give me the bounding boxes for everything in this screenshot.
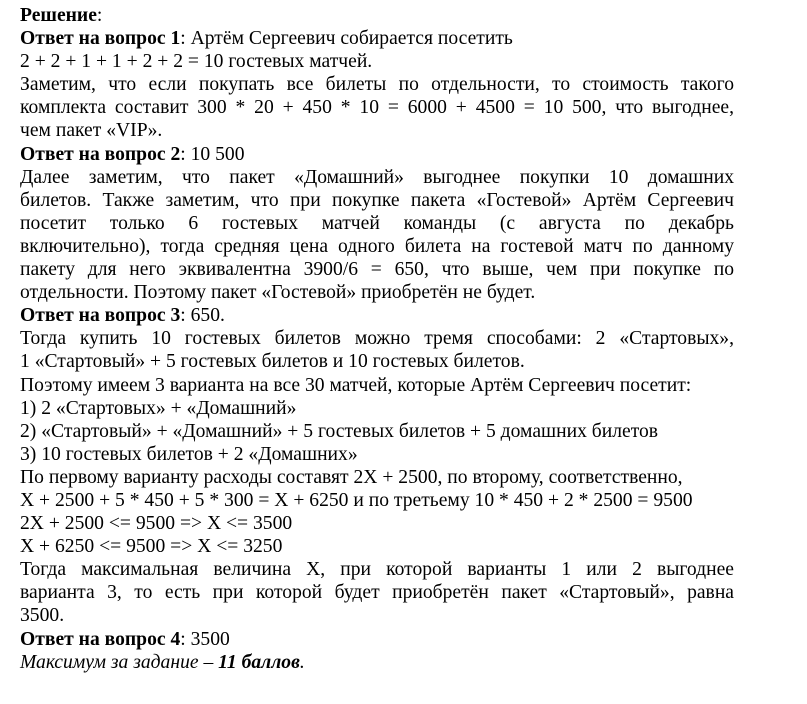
max-score-text: Максимум за задание –	[20, 651, 219, 673]
para1-line3: чем пакет «VIP».	[20, 120, 163, 142]
answer-1-text: : Артём Сергеевич собирается посетить	[180, 28, 513, 50]
answer-4-value: : 3500	[180, 628, 230, 650]
para2-line1: Далее заметим, что пакет «Домашний» выгоднее покупки 10 домашних	[20, 166, 734, 188]
answer-3-value: : 650.	[180, 305, 225, 327]
para1-line2: комплекта составит 300 * 20 + 450 * 10 = 6000 + 4500 = 10 500, что выгоднее,	[20, 97, 734, 119]
para2-line4: включительно), тогда средняя цена одного билета на гостевой матч по данному	[20, 235, 734, 257]
para3-line6: Тогда максимальная величина X, при которой варианты 1 или 2 выгоднее	[20, 559, 734, 581]
para1-line1: Заметим, что если покупать все билеты по отдельности, то стоимость такого	[20, 74, 734, 96]
para3-line3: Поэтому имеем 3 варианта на все 30 матчей, которые Артём Сергеевич посетит:	[20, 374, 692, 396]
para3-line1: Тогда купить 10 гостевых билетов можно тремя способами: 2 «Стартовых»,	[20, 328, 734, 350]
max-score-line	[20, 651, 734, 674]
max-score-value: 11 баллов	[218, 651, 300, 673]
answer-4	[20, 628, 734, 651]
para3-line7: варианта 3, то есть при которой будет приобретён пакет «Стартовый», равна	[20, 582, 734, 604]
answer-3-label: Ответ на вопрос 3	[20, 305, 181, 327]
solution-heading-label: Решение	[20, 5, 97, 26]
para2-line3: посетит только 6 гостевых матчей команды (с августа по декабрь	[20, 212, 734, 234]
answer-1-calc: 2 + 2 + 1 + 1 + 2 + 2 = 10 гостевых матчей.	[20, 51, 373, 73]
solution-heading-colon: :	[96, 5, 103, 26]
para2-line5: пакету для него эквивалентна 3900/6 = 650, что выше, чем при покупке по	[20, 259, 734, 281]
answer-2-value: : 10 500	[180, 143, 245, 165]
para3-line5: X + 2500 + 5 * 450 + 5 * 300 = X + 6250 и по третьему 10 * 450 + 2 * 2500 = 9500	[20, 489, 693, 511]
para2-line2: билетов. Также заметим, что при покупке пакета «Гостевой» Артём Сергеевич	[20, 189, 734, 211]
para3-line8: 3500.	[20, 605, 65, 627]
answer-4-label: Ответ на вопрос 4	[20, 628, 181, 650]
option-3: 3) 10 гостевых билетов + 2 «Домашних»	[20, 443, 358, 465]
para2-line6: отдельности. Поэтому пакет «Гостевой» приобретён не будет.	[20, 282, 536, 304]
solution-heading	[20, 4, 734, 27]
para3-line4: По первому варианту расходы составят 2X + 2500, по второму, соответственно,	[20, 466, 683, 488]
option-2: 2) «Стартовый» + «Домашний» + 5 гостевых билетов + 5 домашних билетов	[20, 420, 659, 442]
answer-2	[20, 143, 734, 166]
answer-1-heading	[20, 27, 734, 50]
solution-document	[20, 4, 734, 674]
inequality-1: 2X + 2500 <= 9500 => X <= 3500	[20, 513, 293, 535]
para3-line2: 1 «Стартовый» + 5 гостевых билетов и 10 гостевых билетов.	[20, 351, 525, 373]
answer-2-label: Ответ на вопрос 2	[20, 143, 181, 165]
answer-3	[20, 304, 734, 327]
inequality-2: X + 6250 <= 9500 => X <= 3250	[20, 536, 283, 558]
max-score-end: .	[299, 651, 305, 673]
option-1: 1) 2 «Стартовых» + «Домашний»	[20, 397, 297, 419]
answer-1-label: Ответ на вопрос 1	[20, 28, 181, 50]
